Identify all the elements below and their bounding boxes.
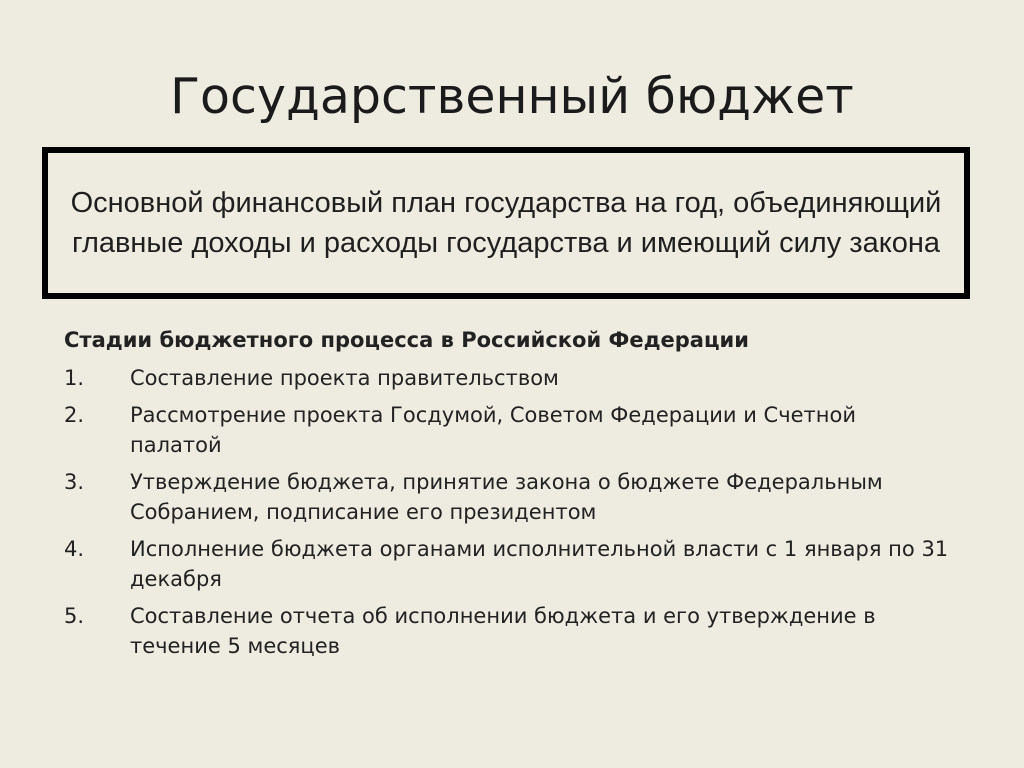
stage-item-1: [64, 363, 964, 393]
stage-number: 3.: [64, 470, 85, 494]
stage-item-4: [64, 534, 964, 594]
stage-text: Утверждение бюджета, принятие закона о бюджете Федеральным Собранием, подписание его президентом: [130, 470, 883, 524]
stage-text: Составление отчета об исполнении бюджета и его утверждение в течение 5 месяцев: [130, 604, 876, 658]
stage-list: [64, 363, 964, 661]
stage-text: Рассмотрение проекта Госдумой, Советом Федерации и Счетной палатой: [130, 403, 856, 457]
stages-heading: Стадии бюджетного процесса в Российской Федерации: [64, 328, 749, 352]
stage-number: 2.: [64, 403, 85, 427]
definition-box: [42, 147, 970, 299]
stage-text: Составление проекта правительством: [130, 366, 559, 390]
stage-item-2: [64, 400, 964, 460]
stage-item-3: [64, 467, 964, 527]
stages-section: [64, 325, 964, 668]
stage-number: 4.: [64, 537, 85, 561]
stage-item-5: [64, 601, 964, 661]
slide-title: Государственный бюджет: [170, 68, 854, 125]
stage-number: 5.: [64, 604, 85, 628]
stage-number: 1.: [64, 366, 85, 390]
stage-text: Исполнение бюджета органами исполнительной власти с 1 января по 31 декабря: [130, 537, 949, 591]
definition-text: Основной финансовый план государства на год, объединяющий главные доходы и расходы государства и имеющий силу закона: [70, 187, 942, 259]
